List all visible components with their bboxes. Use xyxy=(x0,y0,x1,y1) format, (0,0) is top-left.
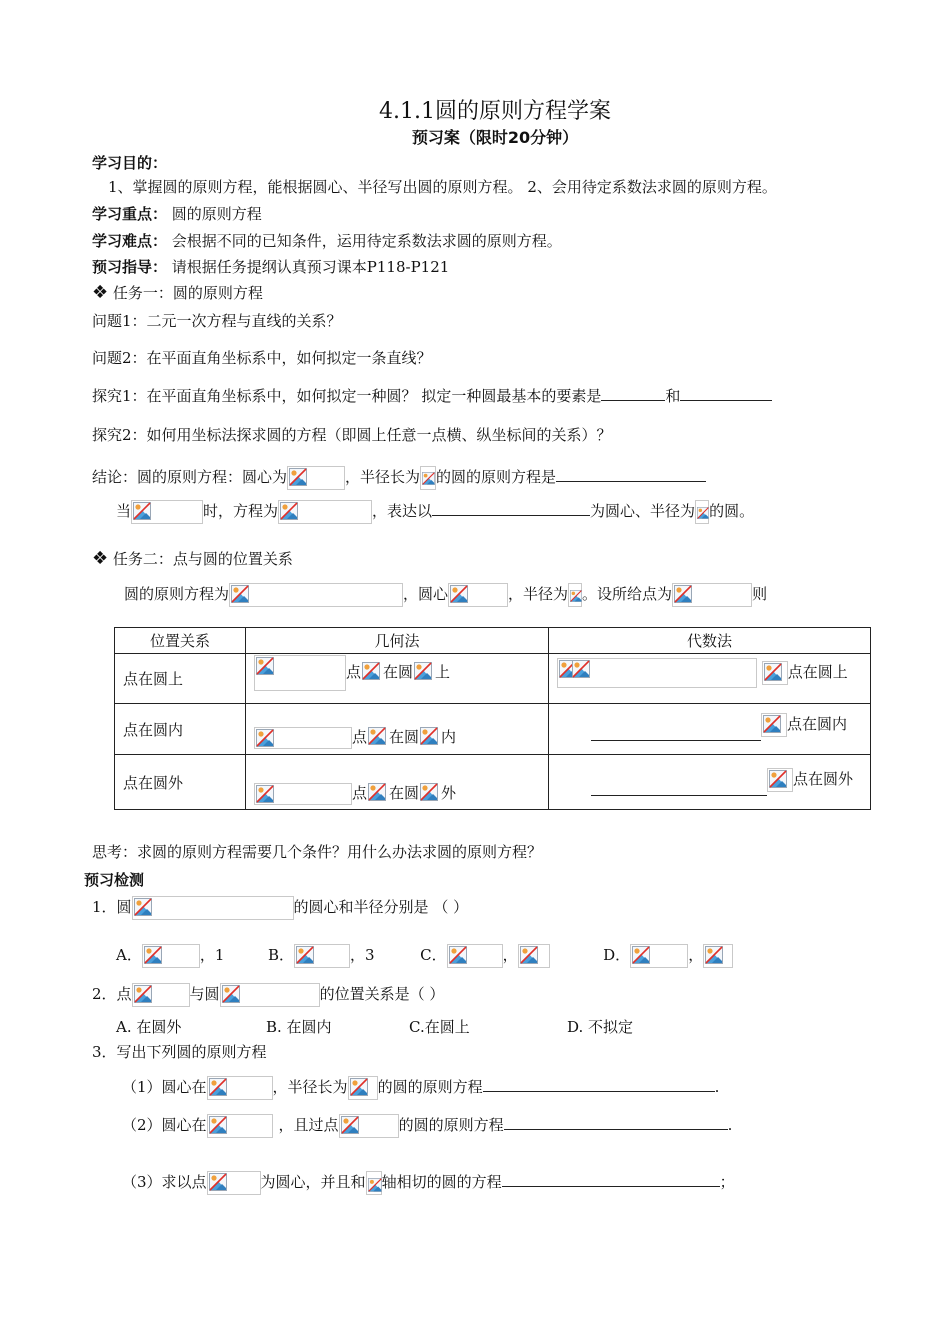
formula-image xyxy=(413,661,435,685)
table-row xyxy=(115,755,871,810)
blank-line[interactable] xyxy=(680,386,772,401)
q3-3-text-b: 为圆心，并且和 xyxy=(260,1173,366,1191)
period: . xyxy=(727,1116,733,1134)
formula-image xyxy=(207,1076,273,1100)
alg-text: 点在圆内 xyxy=(787,715,848,733)
broken-image-icon xyxy=(256,729,274,747)
alg-text: 点在圆上 xyxy=(787,662,848,681)
option-b-label: B． xyxy=(267,946,294,964)
blank-line[interactable] xyxy=(483,1077,715,1092)
broken-image-icon xyxy=(209,1078,227,1096)
algebra-cell xyxy=(549,654,871,704)
q3-2-text-c: 的圆的原则方程 xyxy=(398,1116,504,1134)
option-b-tail: ，3 xyxy=(349,946,375,964)
conclusion-line-1 xyxy=(92,466,706,490)
broken-image-icon xyxy=(362,662,380,680)
blank-line[interactable] xyxy=(591,781,767,796)
broken-image-icon xyxy=(368,1178,382,1192)
option-a-tail: ，1 xyxy=(199,946,225,964)
broken-image-icon xyxy=(209,1116,227,1134)
c2-text-a: 当 xyxy=(116,502,132,520)
task2-intro xyxy=(124,583,767,607)
focus-text: 圆的原则方程 xyxy=(171,205,262,223)
geo-text: 在圆 xyxy=(383,662,414,681)
geo-text: 在圆 xyxy=(389,784,420,802)
q1-text-a: 1．圆 xyxy=(92,898,132,916)
blank-line[interactable] xyxy=(601,386,665,401)
option-b: B. 在圆内 xyxy=(266,1018,332,1036)
q3-1-text-b: ，半径长为 xyxy=(272,1078,348,1096)
task2-heading xyxy=(92,549,293,569)
broken-image-icon xyxy=(572,660,590,678)
task2-heading-text: 任务二：点与圆的位置关系 xyxy=(112,550,293,568)
option-d-tail: ， xyxy=(688,946,704,964)
q2-text-b: 与圆 xyxy=(189,985,220,1003)
task1-q1: 问题1：二元一次方程与直线的关系？ xyxy=(92,312,342,330)
formula-image xyxy=(254,655,346,691)
broken-image-icon xyxy=(133,502,151,520)
formula-image xyxy=(518,944,550,968)
formula-image xyxy=(767,768,793,792)
page-title: 4.1.1圆的原则方程学案 xyxy=(379,99,611,124)
q3-3-text-c: 轴相切的圆的方程 xyxy=(381,1173,502,1191)
table-row xyxy=(115,654,871,704)
option-c: C.在圆上 xyxy=(409,1018,470,1036)
task1-e1 xyxy=(92,386,772,406)
formula-image xyxy=(207,1114,273,1138)
intro-text-b: ，圆心 xyxy=(403,585,449,603)
semicolon: ； xyxy=(719,1173,735,1191)
check-q3-3 xyxy=(122,1171,735,1195)
task1-heading-text: 任务一：圆的原则方程 xyxy=(112,284,263,302)
broken-image-icon xyxy=(769,770,787,788)
table-header-cell: 代数法 xyxy=(549,628,871,654)
formula-image xyxy=(131,500,203,524)
broken-image-icon xyxy=(341,1116,359,1134)
broken-image-icon xyxy=(144,946,162,964)
e1-text-b: 和 xyxy=(665,387,681,405)
blank-line[interactable] xyxy=(504,1115,728,1130)
option-c-tail: ， xyxy=(502,946,518,964)
broken-image-icon xyxy=(705,946,723,964)
q2-text-a: 2．点 xyxy=(92,985,132,1003)
objectives-label: 学习目的： xyxy=(92,154,168,172)
table-header-cell: 位置关系 xyxy=(115,628,246,654)
q3-2-text-a: （2）圆心在 xyxy=(122,1116,207,1134)
think-question: 思考：求圆的原则方程需要几个条件？用什么办法求圆的原则方程？ xyxy=(92,843,543,861)
formula-image xyxy=(695,500,709,524)
broken-image-icon xyxy=(134,985,152,1003)
formula-image xyxy=(278,500,372,524)
blank-line[interactable] xyxy=(502,1172,720,1187)
formula-image xyxy=(630,944,688,968)
broken-image-icon xyxy=(763,715,781,733)
e1-text-a: 探究1：在平面直角坐标系中，如何拟定一种圆？ 拟定一种圆最基本的要素是 xyxy=(92,387,602,405)
alg-text: 点在圆外 xyxy=(793,770,854,788)
broken-image-icon xyxy=(764,663,782,681)
broken-image-icon xyxy=(420,783,438,801)
broken-image-icon xyxy=(222,985,240,1003)
formula-image xyxy=(703,944,733,968)
check-q1 xyxy=(92,896,468,920)
conclusion-line-2 xyxy=(116,500,754,524)
c1-text-b: ，半径长为 xyxy=(345,468,421,486)
task1-e2: 探究2：如何用坐标法探求圆的方程（即圆上任意一点横、纵坐标间的关系）？ xyxy=(92,426,612,444)
option-c-label: C． xyxy=(420,946,447,964)
c2-text-e: 的圆。 xyxy=(709,502,755,520)
formula-image xyxy=(557,658,757,688)
c2-text-d: 为圆心、半径为 xyxy=(590,502,696,520)
c2-text-c: ，表达以 xyxy=(372,502,433,520)
formula-image xyxy=(229,583,403,607)
geometry-cell xyxy=(246,704,549,755)
formula-image xyxy=(762,661,788,685)
formula-image xyxy=(132,896,294,920)
broken-image-icon xyxy=(289,468,307,486)
formula-image xyxy=(294,944,350,968)
table-header-cell: 几何法 xyxy=(246,628,549,654)
broken-image-icon xyxy=(520,946,538,964)
broken-image-icon xyxy=(450,585,468,603)
formula-image xyxy=(419,782,441,806)
c2-text-b: 时，方程为 xyxy=(203,502,279,520)
broken-image-icon xyxy=(422,472,435,485)
check-q3-1 xyxy=(122,1076,719,1100)
option-a-label: A． xyxy=(116,946,142,964)
broken-image-icon xyxy=(420,727,438,745)
formula-image xyxy=(339,1114,399,1138)
q2-text-c: 的位置关系是（ ） xyxy=(319,985,445,1003)
formula-image xyxy=(366,1171,382,1195)
geo-text: 点 xyxy=(346,662,362,681)
page-subtitle: 预习案（限时20分钟） xyxy=(411,128,579,147)
algebra-cell xyxy=(549,704,871,755)
algebra-cell xyxy=(549,755,871,810)
broken-image-icon xyxy=(350,1078,368,1096)
check-q2 xyxy=(92,983,444,1007)
difficulty-row xyxy=(92,231,562,251)
row-label: 点在圆内 xyxy=(115,704,246,755)
formula-image xyxy=(348,1076,378,1100)
blank-line[interactable] xyxy=(591,726,761,741)
option-a: A. 在圆外 xyxy=(116,1018,182,1036)
broken-image-icon xyxy=(414,662,432,680)
row-label: 点在圆上 xyxy=(115,654,246,704)
check-q1-options xyxy=(116,944,733,968)
intro-text-c: ，半径为 xyxy=(508,585,569,603)
formula-image xyxy=(142,944,200,968)
broken-image-icon xyxy=(296,946,314,964)
formula-image xyxy=(254,727,352,749)
option-d-label: D． xyxy=(603,946,631,964)
broken-image-icon xyxy=(697,507,709,519)
guide-row xyxy=(92,257,449,277)
formula-image xyxy=(132,983,190,1007)
formula-image xyxy=(448,583,508,607)
difficulty-text: 会根据不同的已知条件，运用待定系数法求圆的原则方程。 xyxy=(171,232,562,250)
broken-image-icon xyxy=(632,946,650,964)
geo-text: 点 xyxy=(352,784,368,802)
check-q2-options xyxy=(116,1017,633,1037)
q3-2-text-b: ，且过点 xyxy=(278,1116,339,1134)
geo-text: 点 xyxy=(352,728,368,746)
geo-text: 外 xyxy=(441,784,457,802)
formula-image xyxy=(568,583,582,607)
table-header-row xyxy=(115,628,871,654)
broken-image-icon xyxy=(209,1173,227,1191)
formula-image xyxy=(447,944,503,968)
difficulty-label: 学习难点： xyxy=(92,232,168,250)
option-d: D. 不拟定 xyxy=(567,1018,634,1036)
diamond-bullet-icon: ❖ xyxy=(92,282,109,303)
objectives-items: 1、掌握圆的原则方程，能根据圆心、半径写出圆的原则方程。 2、会用待定系数法求圆的原则方程。 xyxy=(108,178,777,196)
broken-image-icon xyxy=(231,585,249,603)
formula-image xyxy=(287,466,345,490)
row-label: 点在圆外 xyxy=(115,755,246,810)
formula-image xyxy=(367,726,389,750)
check-q3-2 xyxy=(122,1114,732,1138)
broken-image-icon xyxy=(280,502,298,520)
c1-text-c: 的圆的原则方程是 xyxy=(436,468,557,486)
broken-image-icon xyxy=(368,783,386,801)
check-heading: 预习检测 xyxy=(84,871,145,889)
q3-1-text-c: 的圆的原则方程 xyxy=(377,1078,483,1096)
period: . xyxy=(714,1078,720,1096)
table-row xyxy=(115,704,871,755)
focus-label: 学习重点： xyxy=(92,205,168,223)
broken-image-icon xyxy=(256,657,274,675)
diamond-bullet-icon: ❖ xyxy=(92,548,109,569)
formula-image xyxy=(254,783,352,805)
formula-image xyxy=(207,1171,261,1195)
blank-line[interactable] xyxy=(556,467,706,482)
intro-text-a: 圆的原则方程为 xyxy=(124,585,230,603)
broken-image-icon xyxy=(570,590,582,602)
broken-image-icon xyxy=(368,727,386,745)
formula-image xyxy=(361,661,383,685)
broken-image-icon xyxy=(134,898,152,916)
formula-image xyxy=(761,713,787,737)
position-relation-table xyxy=(114,627,871,810)
check-q3: 3．写出下列圆的原则方程 xyxy=(92,1043,267,1061)
task1-heading xyxy=(92,283,263,303)
c1-text-a: 结论：圆的原则方程：圆心为 xyxy=(92,468,288,486)
guide-label: 预习指导： xyxy=(92,258,168,276)
blank-line[interactable] xyxy=(432,501,590,516)
geometry-cell xyxy=(246,654,549,704)
broken-image-icon xyxy=(256,785,274,803)
broken-image-icon xyxy=(449,946,467,964)
geo-text: 在圆 xyxy=(389,728,420,746)
broken-image-icon xyxy=(674,585,692,603)
formula-image xyxy=(420,466,436,490)
intro-text-e: 则 xyxy=(752,585,768,603)
guide-text: 请根据任务提纲认真预习课本P118-P121 xyxy=(171,258,450,276)
task1-q2: 问题2：在平面直角坐标系中，如何拟定一条直线？ xyxy=(92,349,432,367)
focus-row xyxy=(92,204,262,224)
geo-text: 上 xyxy=(435,662,451,681)
q3-1-text-a: （1）圆心在 xyxy=(122,1078,207,1096)
geo-text: 内 xyxy=(441,728,457,746)
geometry-cell xyxy=(246,755,549,810)
formula-image xyxy=(367,782,389,806)
formula-image xyxy=(419,726,441,750)
intro-text-d: 。设所给点为 xyxy=(582,585,673,603)
formula-image xyxy=(672,583,752,607)
q3-3-text-a: （3）求以点 xyxy=(122,1173,207,1191)
q1-text-b: 的圆心和半径分别是 （ ） xyxy=(293,898,469,916)
formula-image xyxy=(220,983,320,1007)
